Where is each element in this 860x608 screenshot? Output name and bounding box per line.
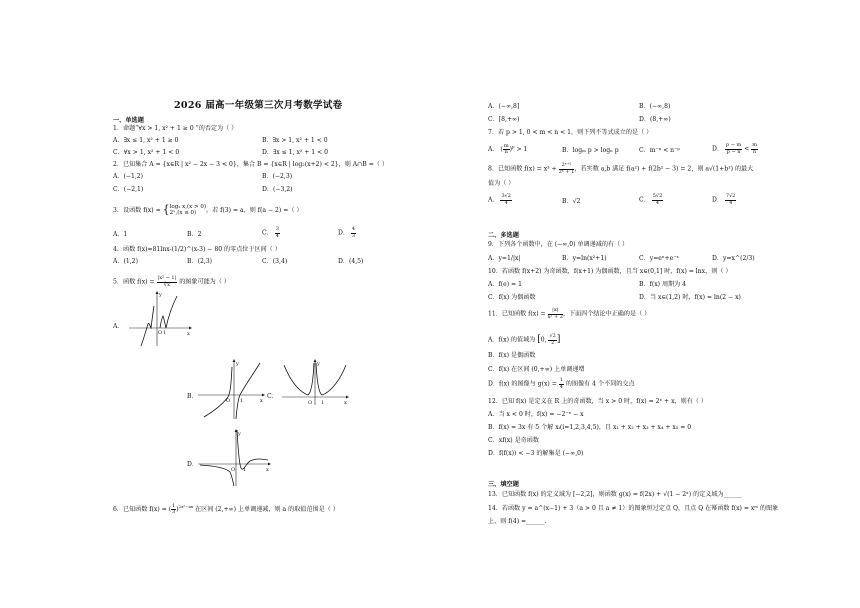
- svg-text:1: 1: [321, 400, 325, 406]
- graph-d: [196, 428, 272, 488]
- option: A．f(x) 的值域为 [0, $\frac{√2}{2}$ ]: [488, 333, 561, 346]
- option: D．f(x) 的图像与 g(x) = $\frac{1}{4}$ 的图像有 4 个不同的交点: [488, 377, 635, 390]
- option: A．(−1,2): [113, 173, 144, 180]
- option: A．y=1/|x|: [488, 255, 521, 262]
- option: A．f(e) = 1: [488, 281, 522, 288]
- question: 2．已知集合 A = {x∈R | x² − 2x − 3 < 0}，集合 B = {x∈R | log₂(x+2) < 2}，则 A∩B =（ ）: [113, 161, 388, 168]
- option: D．(8,+∞): [639, 116, 671, 123]
- option: B．f(x) 是偶函数: [488, 352, 536, 359]
- svg-text:y: y: [236, 361, 239, 367]
- svg-text:x: x: [260, 398, 263, 404]
- question: 5．函数 f(x) = $\frac{\text{|x² − 1|}}{∛x}$ 的图象可能为（ ）: [113, 275, 230, 288]
- option: A．(1,2): [113, 258, 138, 265]
- question: 6．已知函数 f(x) = ( $\frac{1}{3}$ )$^{2x^2-ax}$ 在区间 (2,+∞) 上单调递减，则 a 的取值范围是（ ）: [113, 502, 339, 516]
- svg-text:x: x: [187, 331, 190, 337]
- question: 11．已知函数 f(x) = $\frac{|x|}{\text{x² + 2}}$ ，下面四个结论中正确的是（ ）: [488, 307, 651, 320]
- graph-c: [280, 357, 350, 407]
- option: C．f(x) 在区间 (0,+∞) 上单调递增: [488, 366, 585, 373]
- question-cont: 上，则 f(4) =______.: [488, 518, 547, 525]
- option: C． $\frac{3}{4}$: [262, 226, 279, 239]
- option: C．[8,+∞): [488, 116, 520, 123]
- svg-text:x: x: [344, 400, 347, 406]
- option: B．f(x) 周期为 4: [639, 281, 687, 288]
- option: A．当 x < 0 时，f(x) = −2⁻ˣ − x: [488, 411, 584, 418]
- option: D．(4,5): [338, 258, 364, 265]
- option: B．y=ln(x²+1): [562, 255, 607, 262]
- option-label: C．: [267, 393, 278, 400]
- option: D．f(f(x)) < −3 的解集是 (−∞,0): [488, 450, 584, 457]
- question: 7．若 p > 1, 0 < m < n < 1，则下列不等式成立的是（ ）: [488, 129, 653, 136]
- q3-prefix: 3．设函数 f(x) =: [113, 207, 163, 214]
- graph-a: [127, 288, 193, 348]
- option: C．∀x > 1, x² + 1 < 0: [113, 149, 180, 156]
- svg-text:y: y: [317, 361, 320, 367]
- svg-text:1: 1: [243, 467, 247, 473]
- option: D． $\frac{p - m}{p - n}$ < $\frac{m}{n}$: [712, 142, 757, 155]
- option: B．logₘ p > logₙ p: [562, 147, 619, 154]
- option: B．f(x) = 3x 有 5 个解 xᵢ(i=1,2,3,4,5)，且 x₁ + x₂ + x₃ + x₄ + x₅ = 0: [488, 424, 692, 431]
- svg-text:y: y: [238, 431, 241, 437]
- svg-text:O: O: [231, 467, 236, 473]
- option: A． $\frac{3√2}{4}$: [488, 193, 511, 206]
- option: D．∃x ≤ 1, x² + 1 < 0: [262, 149, 329, 156]
- question: 13．已知函数 f(x) 的定义域为 [−2,2]，则函数 g(x) = f(2x) + √(1 − 2ˣ) 的定义域为______: [488, 491, 742, 498]
- option: C．f(x) 为偶函数: [488, 294, 536, 301]
- option: A． ( $\frac{m}{n}$ )$^p$ > 1: [488, 142, 528, 156]
- question: 12．已知 f(x) 是定义在 R 上的奇函数，当 x > 0 时，f(x) = 2ˣ + x，则有（ ）: [488, 398, 707, 405]
- svg-text:x: x: [266, 467, 269, 473]
- question: 3．设函数 f(x) = { log₂ x,(x > 0) 2ˣ,(x ≤ 0) ，若 f(3) = a，则 f(a − 2) =（ ）: [113, 203, 303, 216]
- svg-text:y: y: [159, 292, 162, 298]
- svg-text:O: O: [158, 330, 163, 336]
- section-heading: 一、单选题: [113, 117, 144, 124]
- question: 10．若函数 f(x+2) 为奇函数，f(x+1) 为偶函数，且当 x∈(0,1] 时，f(x) = lnx，则（ ）: [488, 268, 732, 275]
- option: B．∃x > 1, x² + 1 < 0: [262, 137, 328, 144]
- option: B．(2,3): [187, 258, 213, 265]
- option: A．∃x ≤ 1, x² + 1 ≥ 0: [113, 137, 179, 144]
- option: D． $\frac{7√2}{4}$: [712, 193, 736, 206]
- graph-b: [196, 357, 266, 421]
- option: C．(3,4): [262, 258, 288, 265]
- option: D．y=x^(2/3): [712, 255, 755, 262]
- option: C．xf(x) 是奇函数: [488, 437, 539, 444]
- section-heading: 二、多选题: [488, 232, 519, 239]
- q3-piece-1: log₂ x,(x > 0): [169, 204, 207, 210]
- option: C． $\frac{5√2}{4}$: [639, 193, 663, 206]
- option: A．(−∞,8]: [488, 103, 520, 110]
- option: D．(−3,2): [262, 186, 293, 193]
- question: 4．函数 f(x)=81lnx-(1/2)^(x-3) − 80 的零点位于区间（ ）: [113, 246, 281, 253]
- option: B．(−2,3): [262, 173, 293, 180]
- svg-text:1: 1: [163, 330, 167, 336]
- question: 8．已知函数 f(x) = x³ + $\frac{\text{2ˣ⁺¹}}{\text{2ˣ + 1}}$ ，若实数 a,b 满足 f(a²) + f(2b² − 3) = 2，则 a√(1+b²) 的最大: [488, 162, 754, 175]
- svg-text:O: O: [226, 398, 231, 404]
- question-cont: 值为（ ）: [488, 180, 515, 187]
- section-heading: 三、填空题: [488, 481, 519, 488]
- option: D． $\frac{4}{3}$: [338, 226, 356, 239]
- question: 9．下列各个函数中，在 (−∞,0) 单调递减的有（ ）: [488, 241, 629, 248]
- option: C．m⁻ᵖ < n⁻ᵖ: [639, 147, 680, 154]
- option-label: D．: [187, 461, 198, 468]
- q3-piece-2: 2ˣ,(x ≤ 0): [169, 209, 197, 216]
- option: B．√2: [562, 198, 581, 205]
- svg-text:O: O: [308, 400, 313, 406]
- q3-suffix: ，若 f(3) = a，则 f(a − 2) =（ ）: [206, 207, 303, 214]
- question: 14．若函数 y = a^(x−1) + 3（a > 0 且 a ≠ 1）的图象恒过定点 Q，且点 Q 在幂函数 f(x) = xᵐ 的图象: [488, 505, 779, 512]
- option: C．(−2,1): [113, 186, 144, 193]
- option: B．2: [187, 231, 202, 238]
- option: D．当 x∈(1,2) 时，f(x) = ln(2 − x): [639, 294, 741, 301]
- option: B．(−∞,8): [639, 103, 671, 110]
- option-label: A．: [113, 323, 124, 330]
- option: A．1: [113, 231, 128, 238]
- exam-title: 2026 届高一年级第三次月考数学试卷: [174, 100, 343, 111]
- svg-text:1: 1: [240, 398, 244, 404]
- option-label: B．: [187, 393, 198, 400]
- option: C．y=eˣ+e⁻ˣ: [639, 255, 680, 262]
- question: 1．命题“∀x > 1, x² + 1 ≥ 0 ”的否定为（ ）: [113, 125, 238, 132]
